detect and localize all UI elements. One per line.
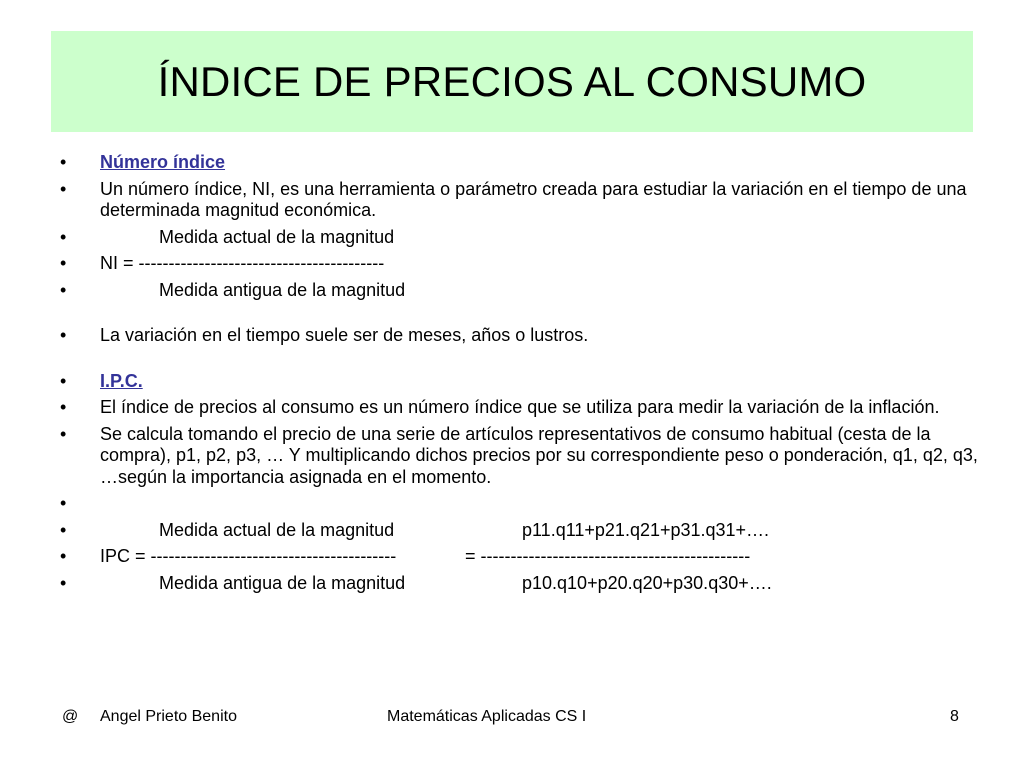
ni-denominator: Medida antigua de la magnitud	[159, 279, 406, 300]
ipc-numerator-formula: p11.q11+p21.q21+p31.q31+….	[522, 519, 770, 540]
variation-note: La variación en el tiempo suele ser de meses, años o lustros.	[100, 325, 589, 345]
list-item	[60, 573, 980, 595]
list-item	[60, 179, 980, 222]
bullet-marker: •	[60, 423, 67, 444]
footer-author: Angel Prieto Benito	[100, 708, 237, 725]
ipc-denominator-label: Medida antigua de la magnitud	[159, 572, 406, 593]
bullet-marker: •	[60, 279, 67, 300]
bullet-marker: •	[60, 370, 67, 391]
heading-ipc-link[interactable]: I.P.C.	[100, 370, 143, 391]
list-item	[60, 325, 980, 347]
list-item	[60, 280, 980, 302]
bullet-marker: •	[60, 493, 67, 513]
ipc-equation-right: = ---------------------------------------------	[465, 546, 751, 566]
ni-equation: NI = -----------------------------------------	[100, 253, 385, 273]
bullet-marker: •	[60, 226, 67, 247]
list-item	[60, 397, 980, 419]
bullet-marker: •	[60, 572, 67, 593]
list-item	[60, 546, 980, 568]
ipc-equation-left: IPC = -----------------------------------------	[100, 546, 397, 566]
bullet-marker: •	[60, 178, 67, 199]
title-banner	[51, 31, 973, 132]
bullet-marker: •	[60, 253, 67, 273]
list-item	[60, 371, 980, 393]
bullet-marker: •	[60, 546, 67, 566]
list-item	[60, 227, 980, 249]
footer-copyright-symbol: @	[62, 708, 79, 725]
ni-numerator: Medida actual de la magnitud	[159, 226, 395, 247]
heading-numero-indice-link[interactable]: Número índice	[100, 152, 226, 172]
list-item	[60, 520, 980, 542]
footer-page-number: 8	[950, 708, 959, 725]
bullet-marker: •	[60, 519, 67, 540]
definition-text: Un número índice, NI, es una herramienta o parámetro creada para estudiar la variación en el tiempo de una determinada magnitud económica.	[100, 178, 967, 220]
bullet-marker: •	[60, 325, 67, 345]
ipc-denominator-formula: p10.q10+p20.q20+p30.q30+….	[522, 572, 772, 593]
bullet-marker: •	[60, 397, 67, 417]
bullet-list	[60, 152, 980, 594]
ipc-definition: El índice de precios al consumo es un número índice que se utiliza para medir la variación de la inflación.	[100, 397, 940, 417]
ipc-numerator-label: Medida actual de la magnitud	[159, 519, 395, 540]
footer-course: Matemáticas Aplicadas CS I	[387, 708, 587, 725]
bullet-marker: •	[60, 152, 67, 172]
slide-title: ÍNDICE DE PRECIOS AL CONSUMO	[157, 57, 867, 105]
list-item-empty	[60, 493, 980, 515]
list-item	[60, 152, 980, 174]
ipc-calculation: Se calcula tomando el precio de una serie de artículos representativos de consumo habitual (cesta de la compra), p1, p2, p3, … Y multiplicando dichos precios por su correspondiente peso o ponderación, q1, q2, q3, …según la importancia asignada en el momento.	[100, 423, 978, 487]
list-item	[60, 253, 980, 275]
list-item	[60, 424, 980, 489]
